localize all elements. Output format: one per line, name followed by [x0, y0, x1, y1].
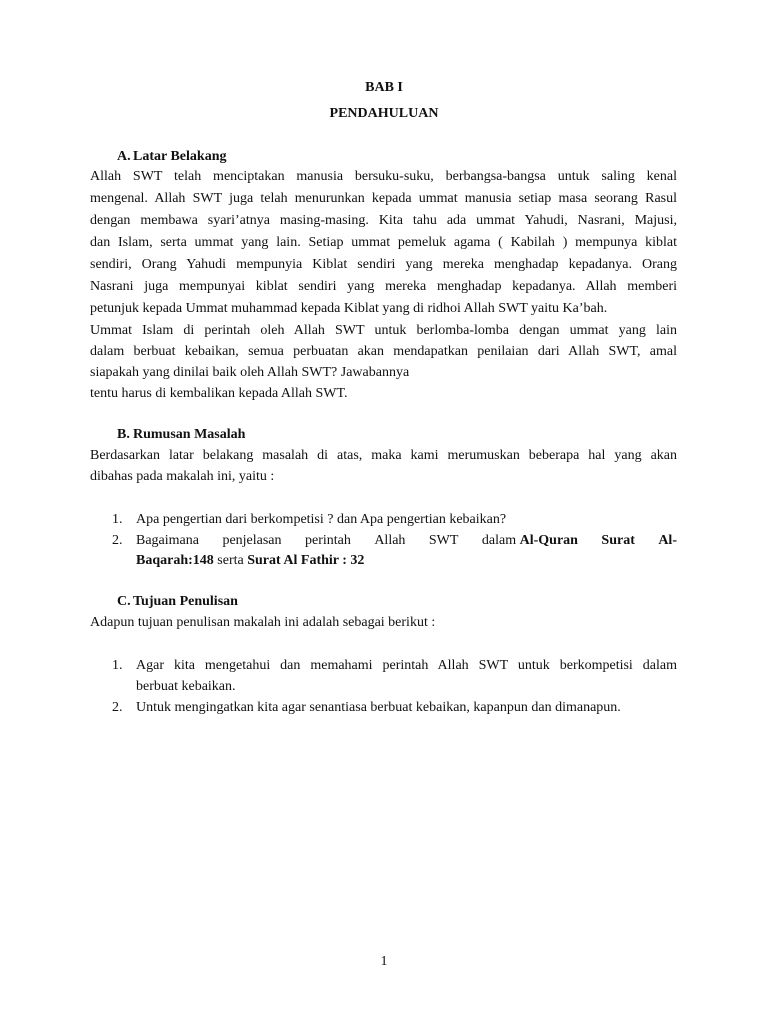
list-word-group: [482, 531, 578, 551]
section-c-number: C.: [117, 594, 131, 609]
paragraph-line: tentu harus di kembalikan kepada Allah SWT.: [90, 386, 348, 401]
list-text: Untuk mengingatkan kita agar senantiasa berbuat kebaikan, kapanpun dan dimanapun.: [136, 700, 621, 715]
paragraph-line: siapakah yang dinilai baik oleh Allah SWT? Jawabannya: [90, 365, 410, 380]
chapter-label: BAB I: [365, 80, 403, 95]
section-c-heading: [117, 594, 238, 610]
list-item: [112, 698, 677, 718]
list-number: 2.: [112, 533, 123, 548]
section-c-title: Tujuan Penulisan: [133, 594, 238, 609]
paragraph-line: mengenal. Allah SWT juga telah menurunkan kepada ummat manusia setiap masa seorang Rasul: [90, 191, 677, 206]
list-item: [112, 510, 677, 530]
list-item-continuation: berbuat kebaikan.: [136, 679, 236, 694]
paragraph-line: Berdasarkan latar belakang masalah di atas, maka kami merumuskan beberapa hal yang akan: [90, 448, 677, 463]
list-word: Bagaimana: [136, 533, 199, 548]
section-b-title: Rumusan Masalah: [133, 427, 246, 442]
bold-text: Al-Quran: [519, 533, 578, 548]
list-text: Agar kita mengetahui dan memahami perintah Allah SWT untuk berkompetisi dalam: [136, 658, 677, 673]
list-word: SWT: [428, 533, 459, 548]
paragraph-line: Ummat Islam di perintah oleh Allah SWT untuk berlomba-lomba dengan ummat yang lain: [90, 323, 677, 338]
paragraph-line: dibahas pada makalah ini, yaitu :: [90, 469, 275, 484]
section-b-heading: [117, 427, 245, 443]
chapter-title: PENDAHULUAN: [329, 106, 439, 121]
list-number: 2.: [112, 700, 123, 715]
paragraph-line: sendiri, Orang Yahudi mempunyia Kiblat sendiri yang mereka menghadap kepadanya. Orang: [90, 257, 677, 272]
bold-text: Surat: [601, 533, 635, 548]
section-a-title: Latar Belakang: [133, 149, 227, 164]
section-a-heading: [117, 149, 226, 165]
list-text-row: [136, 531, 677, 551]
page-number: 1: [380, 954, 388, 969]
paragraph-line: Nasrani juga mempunyai kiblat sendiri yang mereka menghadap kepadanya. Allah memberi: [90, 279, 677, 294]
list-word: Allah: [374, 533, 406, 548]
paragraph-line: Adapun tujuan penulisan makalah ini adalah sebagai berikut :: [90, 615, 436, 630]
list-word: penjelasan: [222, 533, 282, 548]
paragraph-line: dalam berbuat kebaikan, semua perbuatan akan mendapatkan penilaian dari Allah SWT, amal: [90, 344, 677, 359]
list-item: [112, 656, 677, 676]
section-b-number: B.: [117, 427, 130, 442]
list-word: dalam: [481, 533, 517, 548]
list-item-continuation: [136, 551, 364, 571]
section-a-number: A.: [117, 149, 131, 164]
bold-text: Baqarah:148: [136, 553, 214, 568]
list-text: serta: [213, 553, 248, 568]
bold-text: Al-: [658, 533, 677, 548]
paragraph-line: petunjuk kepada Ummat muhammad kepada Kiblat yang di ridhoi Allah SWT yaitu Ka’bah.: [90, 301, 608, 316]
list-number: 1.: [112, 512, 123, 527]
paragraph-line: Allah SWT telah menciptakan manusia bersuku-suku, berbangsa-bangsa untuk saling kenal: [90, 169, 677, 184]
list-text: Apa pengertian dari berkompetisi ? dan Apa pengertian kebaikan?: [136, 512, 507, 527]
paragraph-line: dengan membawa syari’atnya masing-masing. Kita tahu ada ummat Yahudi, Nasrani, Majusi,: [90, 213, 677, 228]
paragraph-line: dan Islam, serta ummat yang lain. Setiap ummat pemeluk agama ( Kabilah ) mempunya kiblat: [90, 235, 677, 250]
list-word: perintah: [304, 533, 351, 548]
list-number: 1.: [112, 658, 123, 673]
bold-text: Surat Al Fathir : 32: [247, 553, 365, 568]
